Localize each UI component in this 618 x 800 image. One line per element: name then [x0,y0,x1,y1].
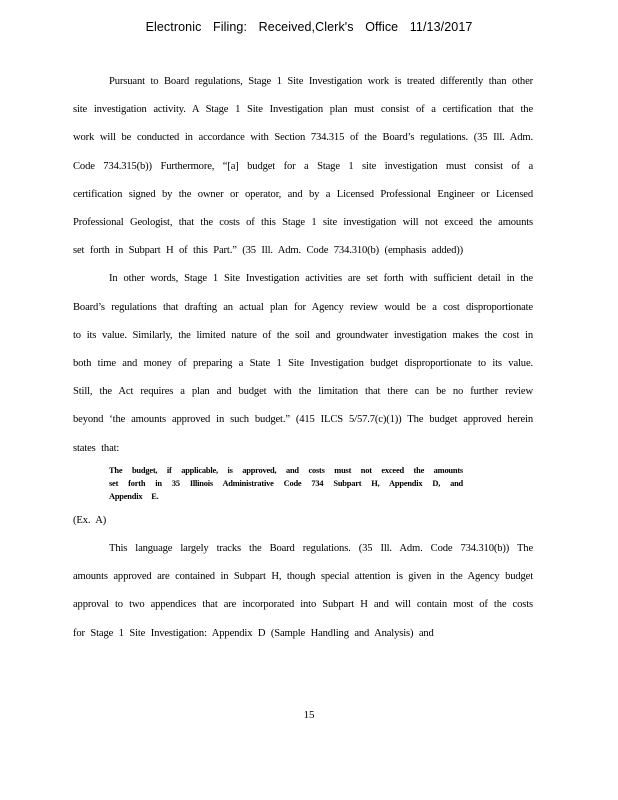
page-number: 15 [303,709,315,721]
electronic-filing-header: Electronic Filing: Received,Clerk's Office 11/13/2017 [145,20,473,34]
document-body [73,68,533,648]
body-paragraph: This language largely tracks the Board regulations. (35 Ill. Adm. Code 734.310(b)) The amounts approved are contained in Subpart H, though special attention is given in the Agency budget approval to two appendices that are incorporated into Subpart H and will contain most of the costs for Stage 1 Site Investigation: Appendix D (Sample Handling and Analysis) and [73,543,533,639]
exhibit-reference: (Ex. A) [73,514,107,526]
block-quote: The budget, if applicable, is approved, and costs must not exceed the amounts set forth in 35 Illinois Administrative Code 734 Subpart H, Appendix D, and Appendix E. [109,465,463,501]
body-paragraph: Pursuant to Board regulations, Stage 1 Site Investigation work is treated differently than other site investigation activity. A Stage 1 Site Investigation plan must consist of a certification that the work will be conducted in accordance with Section 734.315 of the Board’s regulations. (35 Ill. Adm. Code 734.315(b)) Furthermore, “[a] budget for a Stage 1 site investigation must consist of a certification signed by the owner or operator, and by a Licensed Professional Engineer or Licensed Professional Geologist, that the costs of this Stage 1 site investigation will not exceed the amounts set forth in Subpart H of this Part.” (35 Ill. Adm. Code 734.310(b) (emphasis added)) [73,76,533,257]
body-paragraph: In other words, Stage 1 Site Investigation activities are set forth with sufficient detail in the Board’s regulations that drafting an actual plan for Agency review would be a cost disproportionate to its value. Similarly, the limited nature of the soil and groundwater investigation makes the cost in both time and money of preparing a State 1 Site Investigation budget disproportionate to its value. Still, the Act requires a plan and budget with the limitation that there can be no further review beyond ‘the amounts approved in such budget.” (415 ILCS 5/57.7(c)(1)) The budget approved herein states that: [73,273,533,454]
